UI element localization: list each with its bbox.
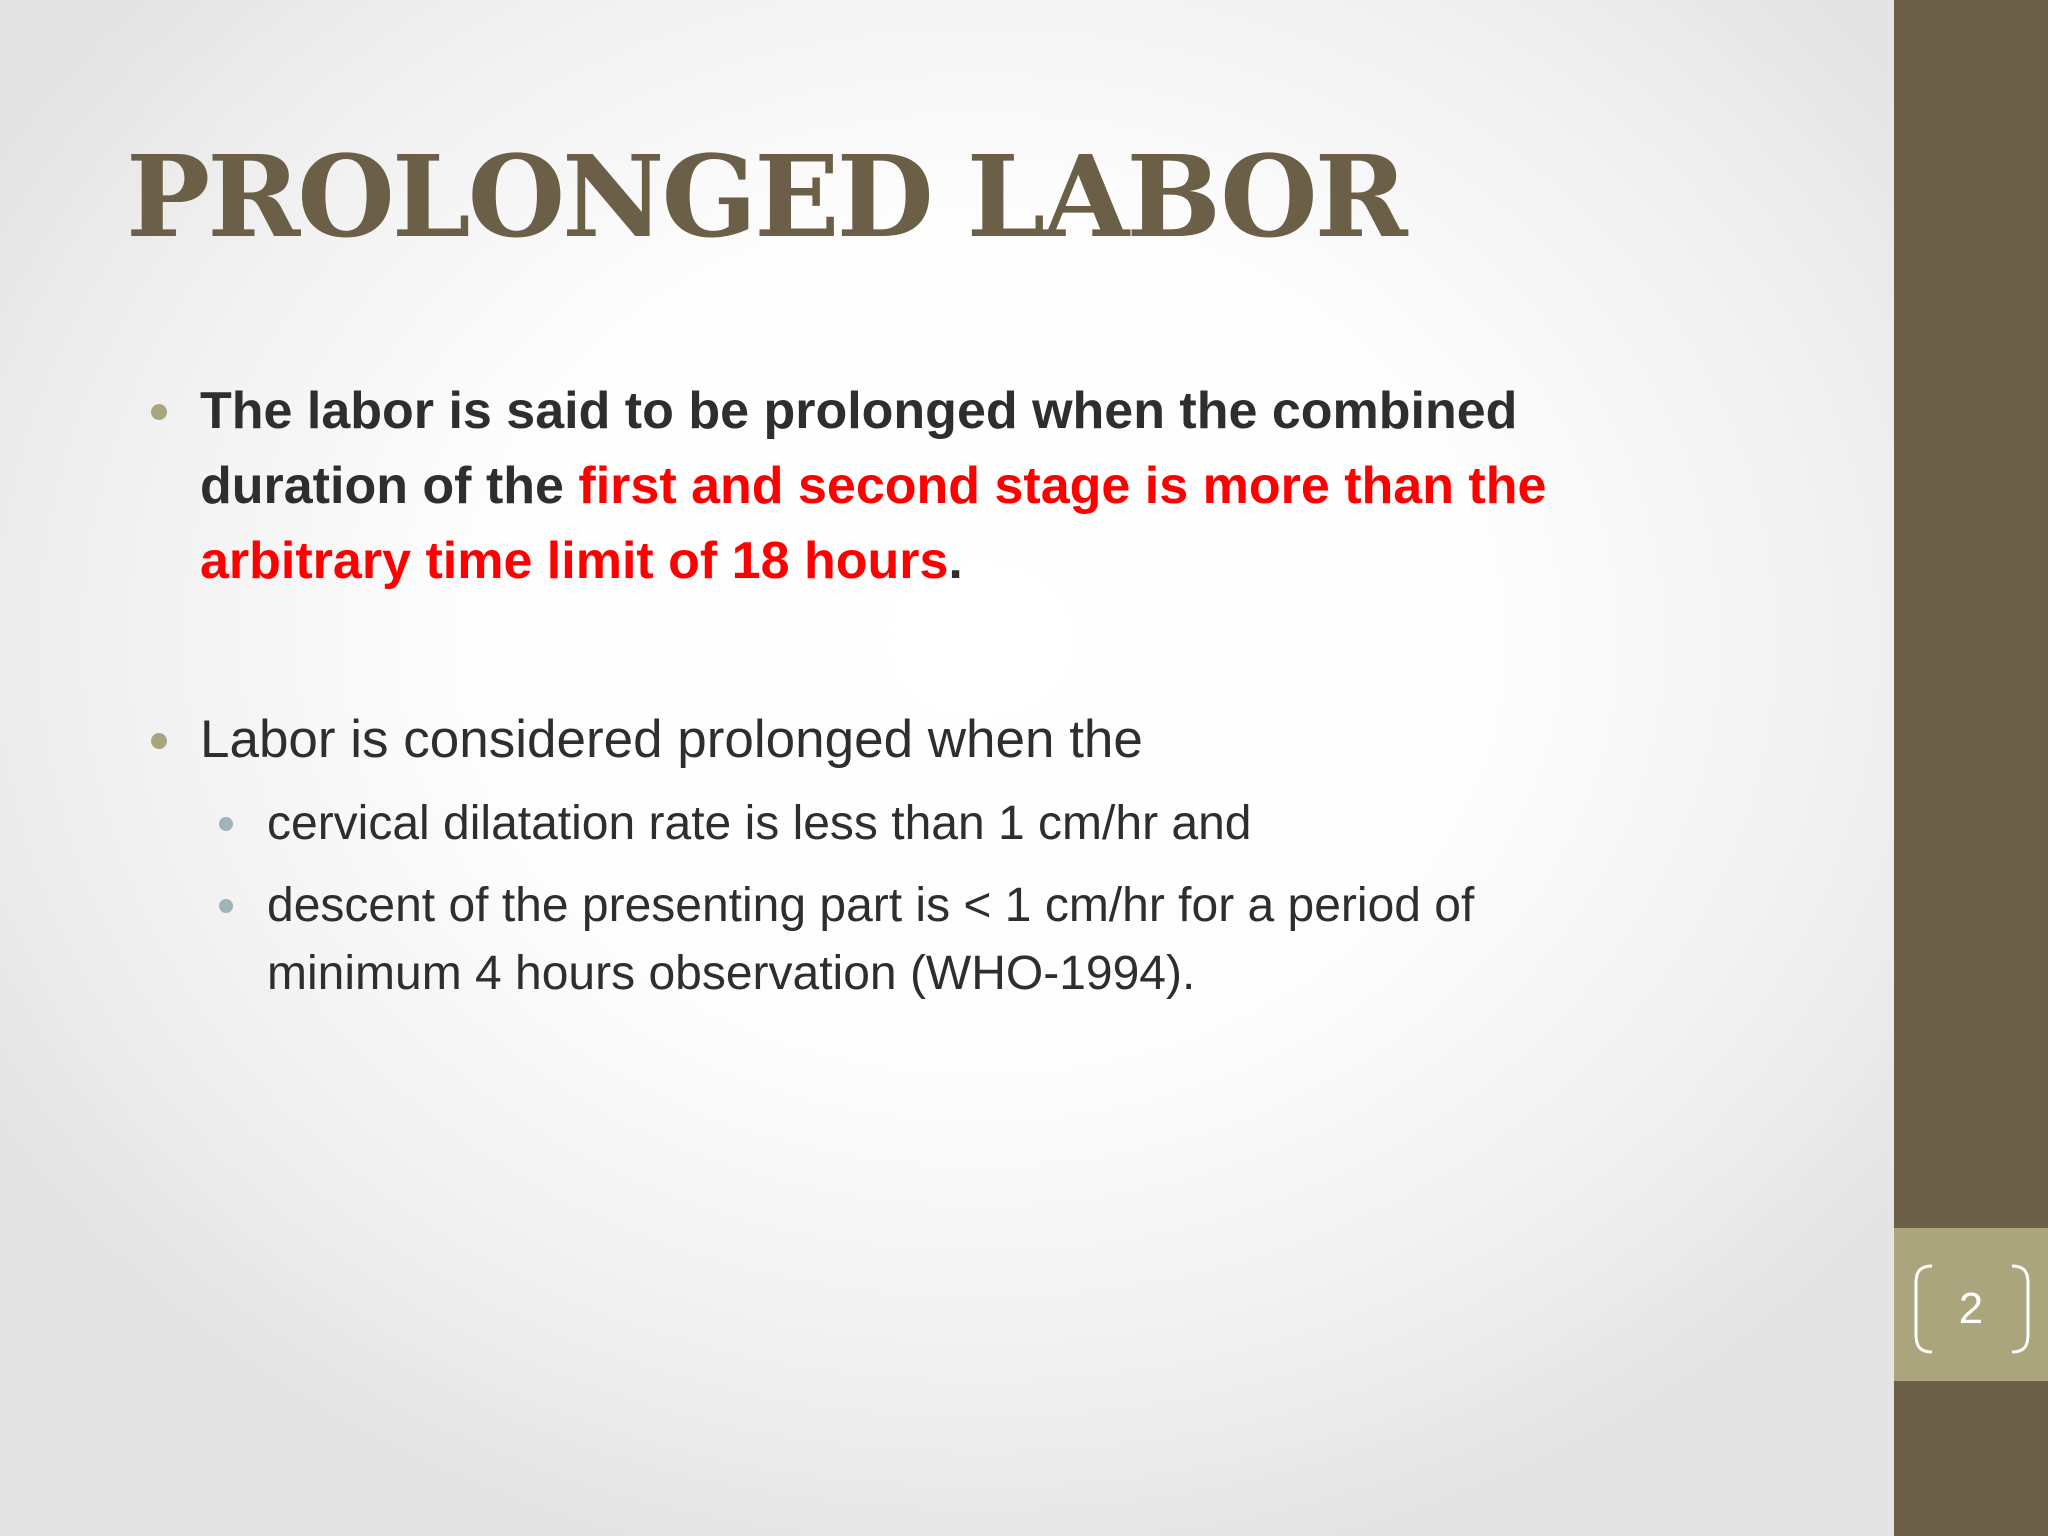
bullet-prolonged-definition [200,374,1620,599]
sub-bullet-dot [219,899,233,913]
bullet-dot [151,404,167,420]
bullet-text: The labor is said to be prolonged when the combined duration of the [200,382,1518,515]
bullet-dot [151,733,167,749]
sub-bullet-dot [219,817,233,831]
page-number: 2 [1958,1284,1984,1333]
bullet-text-end: . [948,532,963,590]
bullet-text: Labor is considered prolonged when the [200,710,1143,769]
sub-bullet-descent [267,872,1647,1008]
sub-bullet-dilatation [267,790,1647,858]
slide-title: PROLONGED LABOR [126,132,1405,263]
bullet-prolonged-criteria [200,702,1620,778]
sub-bullet-text: descent of the presenting part is < 1 cm/hr for a period of minimum 4 hours observation (WHO-1994). [267,879,1475,1000]
bullet-highlight: first and second stage is more than the arbitrary time limit of 18 hours [200,457,1547,590]
sub-bullet-text: cervical dilatation rate is less than 1 cm/hr and [267,797,1252,850]
